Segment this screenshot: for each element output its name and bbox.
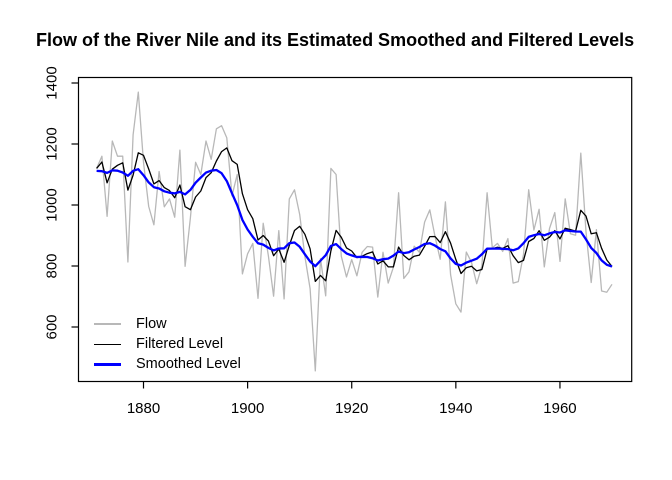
- legend-label-flow: Flow: [136, 316, 167, 332]
- series-smoothed-level: [97, 169, 612, 266]
- legend-label-smoothed-level: Smoothed Level: [136, 356, 241, 372]
- legend-item-filtered-level: [94, 334, 241, 354]
- legend-item-smoothed-level: [94, 354, 241, 374]
- y-axis-tick-label: 800: [43, 253, 61, 279]
- legend-item-flow: [94, 314, 241, 334]
- x-axis-tick-label: 1940: [439, 400, 473, 417]
- y-axis-tick-label: 1200: [43, 127, 61, 161]
- x-axis-tick-label: 1960: [543, 400, 577, 417]
- flow-line-sample: [94, 323, 121, 325]
- y-axis-tick-label: 1400: [43, 66, 61, 100]
- smoothed-level-line-sample: [94, 363, 121, 366]
- chart-legend: [94, 314, 241, 374]
- legend-label-filtered-level: Filtered Level: [136, 336, 224, 352]
- x-axis-tick-label: 1920: [335, 400, 369, 417]
- filtered-level-line-sample: [94, 344, 121, 345]
- chart-title: Flow of the River Nile and its Estimated Smoothed and Filtered Levels: [36, 30, 635, 50]
- y-axis-tick-label: 600: [43, 314, 61, 340]
- x-axis-tick-label: 1880: [126, 400, 161, 417]
- y-axis-tick-label: 1000: [43, 188, 61, 222]
- x-axis-tick-label: 1900: [230, 400, 265, 417]
